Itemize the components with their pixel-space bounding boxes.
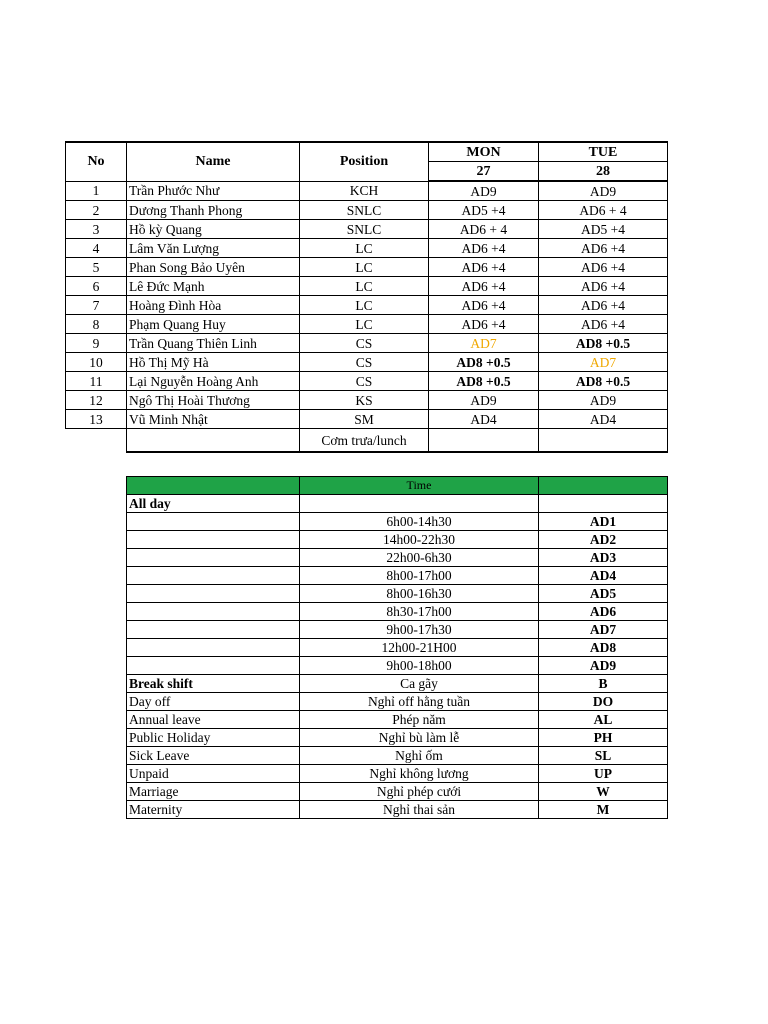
lunch-tue xyxy=(539,429,668,453)
row-mon: AD6 + 4 xyxy=(429,220,539,239)
shift-time: 9h00-18h00 xyxy=(300,657,539,675)
row-tue: AD6 +4 xyxy=(539,296,668,315)
row-tue: AD9 xyxy=(539,181,668,201)
leave-label: Unpaid xyxy=(127,765,300,783)
shift-time: 8h30-17h00 xyxy=(300,603,539,621)
lunch-label: Cơm trưa/lunch xyxy=(300,429,429,453)
shift-time: 8h00-17h00 xyxy=(300,567,539,585)
leave-label: Public Holiday xyxy=(127,729,300,747)
row-name: Trần Phước Như xyxy=(127,181,300,201)
header-mon-date: 27 xyxy=(429,162,539,182)
header-mon: MON xyxy=(429,142,539,162)
row-position: CS xyxy=(300,334,429,353)
row-tue: AD6 +4 xyxy=(539,315,668,334)
leave-desc: Nghỉ bù làm lễ xyxy=(300,729,539,747)
row-position: KS xyxy=(300,391,429,410)
row-no: 10 xyxy=(66,353,127,372)
row-mon: AD4 xyxy=(429,410,539,429)
row-name: Hồ kỳ Quang xyxy=(127,220,300,239)
legend-header-time: Time xyxy=(300,477,539,495)
leave-desc: Phép năm xyxy=(300,711,539,729)
empty-cell xyxy=(539,495,668,513)
row-position: CS xyxy=(300,353,429,372)
shift-time: 22h00-6h30 xyxy=(300,549,539,567)
row-tue: AD8 +0.5 xyxy=(539,372,668,391)
row-position: LC xyxy=(300,258,429,277)
empty-cell xyxy=(127,621,300,639)
row-position: LC xyxy=(300,239,429,258)
legend-row xyxy=(127,495,668,513)
row-no: 6 xyxy=(66,277,127,296)
empty-cell xyxy=(127,429,300,453)
leave-label: Break shift xyxy=(127,675,300,693)
row-no: 13 xyxy=(66,410,127,429)
row-name: Trần Quang Thiên Linh xyxy=(127,334,300,353)
row-no: 2 xyxy=(66,201,127,220)
row-no: 11 xyxy=(66,372,127,391)
row-mon: AD6 +4 xyxy=(429,239,539,258)
shift-time: 14h00-22h30 xyxy=(300,531,539,549)
header-tue-date: 28 xyxy=(539,162,668,182)
row-position: LC xyxy=(300,277,429,296)
legend-row xyxy=(127,585,668,603)
row-name: Phạm Quang Huy xyxy=(127,315,300,334)
leave-label: Maternity xyxy=(127,801,300,819)
table-row xyxy=(66,277,668,296)
header-tue: TUE xyxy=(539,142,668,162)
leave-desc: Nghỉ off hằng tuần xyxy=(300,693,539,711)
legend-header-blank xyxy=(127,477,300,495)
empty-cell xyxy=(127,657,300,675)
leave-code: DO xyxy=(539,693,668,711)
row-mon: AD6 +4 xyxy=(429,258,539,277)
empty-cell xyxy=(127,585,300,603)
row-name: Hoàng Đình Hòa xyxy=(127,296,300,315)
table-row xyxy=(66,258,668,277)
row-mon: AD6 +4 xyxy=(429,315,539,334)
empty-cell xyxy=(127,549,300,567)
row-mon: AD8 +0.5 xyxy=(429,353,539,372)
row-position: SM xyxy=(300,410,429,429)
legend-row xyxy=(127,567,668,585)
legend-all-day: All day xyxy=(127,495,300,513)
row-mon: AD8 +0.5 xyxy=(429,372,539,391)
legend-row xyxy=(127,549,668,567)
shift-legend-table xyxy=(126,476,668,819)
shift-time: 12h00-21H00 xyxy=(300,639,539,657)
leave-label: Sick Leave xyxy=(127,747,300,765)
row-position: CS xyxy=(300,372,429,391)
shift-code: AD9 xyxy=(539,657,668,675)
row-tue: AD4 xyxy=(539,410,668,429)
row-no: 5 xyxy=(66,258,127,277)
row-tue: AD6 +4 xyxy=(539,258,668,277)
legend-row xyxy=(127,729,668,747)
schedule-table xyxy=(65,141,668,453)
row-position: LC xyxy=(300,315,429,334)
shift-code: AD1 xyxy=(539,513,668,531)
legend-row xyxy=(127,603,668,621)
leave-label: Annual leave xyxy=(127,711,300,729)
row-tue: AD9 xyxy=(539,391,668,410)
empty-cell xyxy=(127,567,300,585)
legend-row xyxy=(127,621,668,639)
row-tue: AD6 + 4 xyxy=(539,201,668,220)
leave-desc: Nghỉ phép cưới xyxy=(300,783,539,801)
leave-desc: Nghỉ không lương xyxy=(300,765,539,783)
row-no: 1 xyxy=(66,181,127,201)
leave-desc: Nghỉ thai sản xyxy=(300,801,539,819)
table-row xyxy=(66,296,668,315)
row-mon: AD5 +4 xyxy=(429,201,539,220)
leave-label: Marriage xyxy=(127,783,300,801)
lunch-mon xyxy=(429,429,539,453)
table-row xyxy=(66,391,668,410)
legend-row xyxy=(127,675,668,693)
legend-row xyxy=(127,513,668,531)
row-name: Ngô Thị Hoài Thương xyxy=(127,391,300,410)
leave-code: AL xyxy=(539,711,668,729)
shift-code: AD4 xyxy=(539,567,668,585)
leave-code: SL xyxy=(539,747,668,765)
row-no: 3 xyxy=(66,220,127,239)
row-name: Vũ Minh Nhật xyxy=(127,410,300,429)
shift-time: 6h00-14h30 xyxy=(300,513,539,531)
table-row xyxy=(66,239,668,258)
legend-row xyxy=(127,765,668,783)
legend-row xyxy=(127,801,668,819)
row-tue: AD6 +4 xyxy=(539,239,668,258)
legend-header xyxy=(127,477,668,495)
legend-row xyxy=(127,693,668,711)
leave-code: B xyxy=(539,675,668,693)
row-tue: AD8 +0.5 xyxy=(539,334,668,353)
row-position: SNLC xyxy=(300,201,429,220)
leave-code: W xyxy=(539,783,668,801)
header-no: No xyxy=(66,142,127,181)
shift-code: AD5 xyxy=(539,585,668,603)
row-name: Lại Nguyễn Hoàng Anh xyxy=(127,372,300,391)
row-name: Hồ Thị Mỹ Hà xyxy=(127,353,300,372)
empty-cell xyxy=(127,513,300,531)
row-tue: AD7 xyxy=(539,353,668,372)
row-name: Lê Đức Mạnh xyxy=(127,277,300,296)
leave-desc: Ca gãy xyxy=(300,675,539,693)
table-row xyxy=(66,372,668,391)
table-row xyxy=(66,353,668,372)
shift-code: AD8 xyxy=(539,639,668,657)
row-position: SNLC xyxy=(300,220,429,239)
empty-cell xyxy=(127,639,300,657)
legend-row xyxy=(127,747,668,765)
leave-code: M xyxy=(539,801,668,819)
lunch-row xyxy=(66,429,668,453)
empty-cell xyxy=(127,531,300,549)
shift-code: AD7 xyxy=(539,621,668,639)
row-no: 4 xyxy=(66,239,127,258)
legend-header-code xyxy=(539,477,668,495)
legend-row xyxy=(127,711,668,729)
leave-code: PH xyxy=(539,729,668,747)
row-mon: AD9 xyxy=(429,181,539,201)
row-name: Lâm Văn Lượng xyxy=(127,239,300,258)
table-row xyxy=(66,315,668,334)
shift-time: 9h00-17h30 xyxy=(300,621,539,639)
row-no: 9 xyxy=(66,334,127,353)
row-position: KCH xyxy=(300,181,429,201)
row-name: Dương Thanh Phong xyxy=(127,201,300,220)
row-name: Phan Song Bảo Uyên xyxy=(127,258,300,277)
header-position: Position xyxy=(300,142,429,181)
header-name: Name xyxy=(127,142,300,181)
row-mon: AD9 xyxy=(429,391,539,410)
legend-row xyxy=(127,657,668,675)
shift-code: AD3 xyxy=(539,549,668,567)
table-row xyxy=(66,334,668,353)
row-position: LC xyxy=(300,296,429,315)
table-row xyxy=(66,201,668,220)
legend-row xyxy=(127,531,668,549)
row-tue: AD5 +4 xyxy=(539,220,668,239)
row-mon: AD6 +4 xyxy=(429,296,539,315)
legend-row xyxy=(127,783,668,801)
empty-cell xyxy=(66,429,127,453)
legend-row xyxy=(127,639,668,657)
row-no: 7 xyxy=(66,296,127,315)
table-row xyxy=(66,181,668,201)
empty-cell xyxy=(300,495,539,513)
leave-label: Day off xyxy=(127,693,300,711)
shift-code: AD6 xyxy=(539,603,668,621)
row-mon: AD7 xyxy=(429,334,539,353)
shift-time: 8h00-16h30 xyxy=(300,585,539,603)
table-row xyxy=(66,220,668,239)
row-no: 12 xyxy=(66,391,127,410)
table-row xyxy=(66,410,668,429)
leave-code: UP xyxy=(539,765,668,783)
empty-cell xyxy=(127,603,300,621)
shift-code: AD2 xyxy=(539,531,668,549)
row-no: 8 xyxy=(66,315,127,334)
row-mon: AD6 +4 xyxy=(429,277,539,296)
row-tue: AD6 +4 xyxy=(539,277,668,296)
leave-desc: Nghỉ ốm xyxy=(300,747,539,765)
